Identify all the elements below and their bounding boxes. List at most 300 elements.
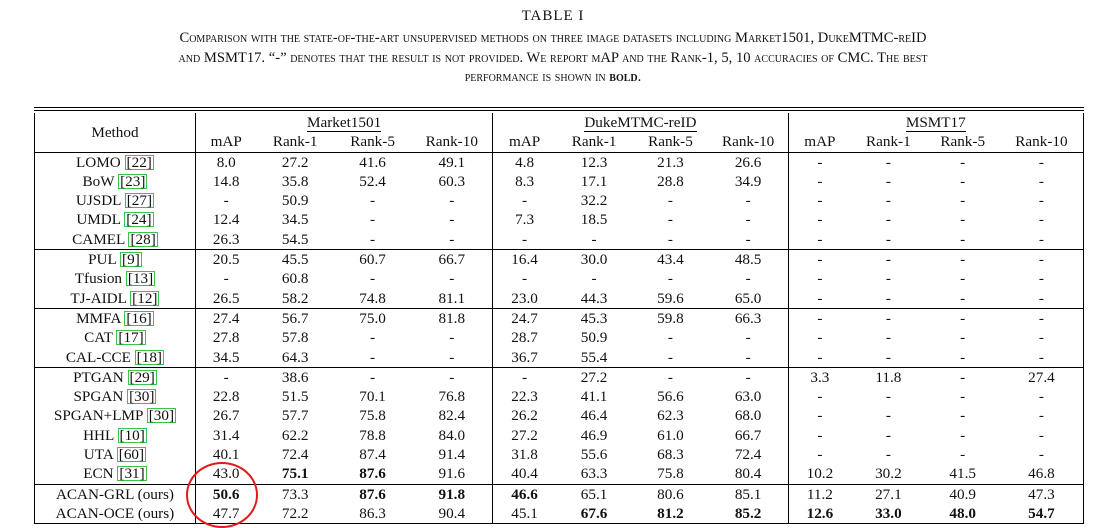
- value-cell: 23.0: [511, 289, 538, 307]
- method-cell: [35, 230, 196, 250]
- method-cell: [35, 308, 196, 328]
- value-cell: 34.9: [709, 172, 788, 191]
- caption-text: [20, 29, 1086, 88]
- value-cell: 14.8: [212, 172, 240, 190]
- citation-number: 30: [134, 388, 150, 406]
- citation-number: 28: [135, 230, 151, 248]
- value-cell: -: [667, 348, 673, 366]
- value-cell: -: [1000, 445, 1084, 464]
- value-cell: 51.5: [281, 388, 309, 406]
- citation-link[interactable]: [30]: [148, 407, 175, 425]
- citation-link[interactable]: [23]: [120, 172, 146, 190]
- value-cell: 87.4: [359, 446, 386, 464]
- value-cell: -: [411, 210, 493, 229]
- citation-link[interactable]: [31]: [119, 465, 145, 483]
- value-cell: 64.3: [281, 348, 309, 366]
- value-cell: -: [885, 446, 891, 464]
- value-cell: 48.0: [926, 504, 1000, 524]
- citation-link[interactable]: [28]: [130, 230, 156, 248]
- citation-link[interactable]: [27]: [126, 192, 152, 210]
- value-cell: 27.1: [851, 484, 925, 504]
- method-cell: [35, 172, 196, 191]
- value-cell: -: [667, 270, 673, 288]
- value-cell: -: [885, 153, 891, 171]
- value-cell: 4.8: [515, 153, 535, 171]
- value-cell: 87.6: [334, 484, 411, 504]
- value-cell: -: [370, 230, 376, 248]
- value-cell: -: [817, 172, 823, 190]
- value-cell: 26.7: [212, 407, 240, 425]
- value-cell: -: [1000, 406, 1084, 425]
- value-cell: -: [411, 230, 493, 250]
- value-cell: -: [960, 192, 966, 210]
- value-cell: -: [591, 230, 597, 248]
- value-cell: 65.0: [709, 289, 788, 309]
- method-name: HHL: [83, 426, 114, 444]
- value-cell: -: [788, 250, 851, 270]
- table-row: [35, 289, 1084, 309]
- value-cell: 78.8: [359, 426, 386, 444]
- value-cell: -: [817, 270, 823, 288]
- value-cell: -: [960, 172, 966, 190]
- value-cell: 44.3: [580, 289, 608, 307]
- metric-header: mAP: [195, 132, 256, 152]
- value-cell: 27.2: [511, 426, 538, 444]
- value-cell: 12.4: [212, 211, 240, 229]
- value-cell: 81.1: [411, 289, 493, 309]
- value-cell: -: [1000, 269, 1084, 288]
- method-cell: [35, 152, 196, 172]
- value-cell: -: [926, 367, 1000, 387]
- value-cell: -: [885, 407, 891, 425]
- value-cell: 27.8: [212, 329, 240, 347]
- value-cell: 24.7: [493, 308, 556, 328]
- value-cell: -: [885, 289, 891, 307]
- method-name: LOMO: [76, 153, 121, 171]
- value-cell: 43.0: [212, 465, 240, 483]
- value-cell: 31.4: [212, 426, 240, 444]
- value-cell: 57.7: [281, 407, 309, 425]
- value-cell: -: [709, 191, 788, 210]
- value-cell: -: [885, 329, 891, 347]
- metric-header: mAP: [788, 132, 851, 152]
- value-cell: 61.0: [657, 426, 684, 444]
- method-cell: [35, 406, 196, 425]
- value-cell: 66.3: [709, 308, 788, 328]
- value-cell: 81.8: [411, 308, 493, 328]
- value-cell: 30.2: [875, 465, 902, 483]
- value-cell: 28.7: [511, 329, 538, 347]
- table-row: [35, 191, 1084, 210]
- value-cell: 43.4: [632, 250, 708, 270]
- value-cell: 46.8: [1000, 464, 1084, 484]
- value-cell: -: [926, 250, 1000, 270]
- value-cell: 56.6: [657, 388, 684, 406]
- value-cell: 26.2: [511, 407, 538, 425]
- method-name: ECN: [83, 465, 114, 483]
- method-header: Method: [35, 113, 196, 152]
- table-row: [35, 210, 1084, 229]
- method-name: UMDL: [76, 211, 121, 229]
- value-cell: 8.3: [515, 172, 535, 190]
- value-cell: 59.8: [632, 308, 708, 328]
- method-name: TJ-AIDL: [70, 289, 127, 307]
- value-cell: -: [1000, 250, 1084, 270]
- value-cell: 41.6: [359, 153, 386, 171]
- value-cell: 73.3: [256, 484, 333, 504]
- value-cell: -: [411, 269, 493, 288]
- value-cell: 86.3: [334, 504, 411, 524]
- value-cell: -: [195, 367, 256, 387]
- value-cell: 72.4: [281, 446, 309, 464]
- value-cell: 50.9: [580, 329, 608, 347]
- value-cell: -: [960, 388, 966, 406]
- value-cell: 60.7: [334, 250, 411, 270]
- value-cell: -: [885, 211, 891, 229]
- value-cell: -: [885, 388, 891, 406]
- table-top-rule: [34, 107, 1084, 108]
- citation-link[interactable]: [18]: [136, 348, 162, 366]
- value-cell: -: [411, 328, 493, 347]
- metric-header: Rank-1: [851, 132, 925, 152]
- value-cell: -: [709, 348, 788, 368]
- value-cell: -: [1000, 230, 1084, 250]
- value-cell: 27.2: [281, 153, 309, 171]
- citation-number: 31: [124, 465, 140, 483]
- citation-number: 24: [131, 211, 147, 229]
- value-cell: 56.7: [256, 308, 333, 328]
- method-name: PTGAN: [73, 368, 124, 386]
- value-cell: 33.0: [851, 504, 925, 524]
- table-row: [35, 426, 1084, 445]
- value-cell: 22.8: [212, 388, 240, 406]
- value-cell: -: [667, 211, 673, 229]
- value-cell: 59.6: [657, 289, 684, 307]
- citation-link[interactable]: [13]: [127, 270, 154, 288]
- metric-header: Rank-5: [334, 132, 411, 152]
- method-cell: [35, 210, 196, 229]
- value-cell: 76.8: [411, 387, 493, 406]
- value-cell: -: [493, 367, 556, 387]
- value-cell: -: [411, 367, 493, 387]
- citation-link[interactable]: [16]: [126, 309, 152, 327]
- method-cell: [35, 269, 196, 288]
- value-cell: 75.0: [334, 308, 411, 328]
- value-cell: -: [522, 192, 528, 210]
- method-cell: [35, 387, 196, 406]
- value-cell: 75.8: [359, 407, 386, 425]
- value-cell: -: [1000, 328, 1084, 347]
- table-row: [35, 328, 1084, 347]
- dataset-header-market1501: Market1501: [195, 113, 492, 132]
- value-cell: -: [960, 407, 966, 425]
- value-cell: 46.4: [580, 407, 608, 425]
- citation-number: 9: [127, 251, 135, 269]
- value-cell: 58.2: [281, 289, 309, 307]
- value-cell: -: [885, 230, 891, 248]
- value-cell: -: [960, 329, 966, 347]
- value-cell: 38.6: [256, 367, 333, 387]
- value-cell: -: [960, 426, 966, 444]
- value-cell: -: [885, 348, 891, 366]
- table-row: [35, 172, 1084, 191]
- table-row: [35, 230, 1084, 250]
- value-cell: 26.3: [212, 230, 240, 248]
- method-cell: [35, 289, 196, 309]
- value-cell: 20.5: [195, 250, 256, 270]
- value-cell: -: [1000, 172, 1084, 191]
- value-cell: -: [960, 446, 966, 464]
- value-cell: 34.5: [281, 211, 309, 229]
- method-name: UTA: [83, 446, 113, 464]
- citation-link[interactable]: [22]: [126, 153, 152, 171]
- value-cell: 46.6: [493, 484, 556, 504]
- method-name: ACAN-GRL (ours): [55, 485, 174, 503]
- value-cell: 36.7: [511, 348, 538, 366]
- value-cell: 80.4: [709, 464, 788, 484]
- value-cell: 63.0: [709, 387, 788, 406]
- value-cell: -: [817, 230, 823, 248]
- citation-number: 13: [132, 270, 149, 288]
- method-name: SPGAN: [73, 388, 124, 406]
- method-name: MMFA: [76, 309, 121, 327]
- value-cell: 85.1: [709, 484, 788, 504]
- value-cell: -: [667, 192, 673, 210]
- value-cell: -: [1000, 426, 1084, 445]
- value-cell: 30.0: [556, 250, 632, 270]
- value-cell: -: [709, 230, 788, 250]
- method-name: UJSDL: [75, 192, 121, 210]
- value-cell: -: [709, 367, 788, 387]
- citation-number: 16: [131, 309, 147, 327]
- dataset-header-row: [35, 113, 1084, 132]
- value-cell: 65.1: [556, 484, 632, 504]
- value-cell: 63.3: [580, 465, 608, 483]
- value-cell: -: [885, 426, 891, 444]
- value-cell: 80.6: [632, 484, 708, 504]
- value-cell: -: [817, 211, 823, 229]
- value-cell: -: [667, 329, 673, 347]
- value-cell: -: [370, 348, 376, 366]
- value-cell: 84.0: [411, 426, 493, 445]
- metric-header: Rank-10: [411, 132, 493, 152]
- citation-link[interactable]: [24]: [126, 211, 152, 229]
- value-cell: -: [817, 388, 823, 406]
- citation-number: 10: [124, 426, 140, 444]
- value-cell: 68.0: [709, 406, 788, 425]
- value-cell: 26.5: [212, 289, 240, 307]
- caption-line-3-suffix: .: [637, 69, 642, 85]
- table-row: [35, 308, 1084, 328]
- value-cell: 72.2: [256, 504, 333, 524]
- value-cell: 27.4: [1000, 367, 1084, 387]
- method-cell: [35, 445, 196, 464]
- value-cell: 47.7: [195, 504, 256, 524]
- value-cell: 85.2: [709, 504, 788, 524]
- value-cell: -: [885, 172, 891, 190]
- value-cell: 62.2: [281, 426, 309, 444]
- method-name: CAMEL: [72, 230, 125, 248]
- red-circle-annotation: [186, 462, 258, 528]
- table-body: [35, 152, 1084, 524]
- value-cell: -: [411, 191, 493, 210]
- citation-number: 29: [134, 368, 150, 386]
- value-cell: 54.5: [281, 230, 309, 248]
- value-cell: 74.8: [359, 289, 386, 307]
- value-cell: -: [817, 289, 823, 307]
- value-cell: 50.9: [281, 192, 309, 210]
- caption-line-3: [20, 68, 1086, 88]
- value-cell: 41.1: [580, 388, 608, 406]
- value-cell: 35.8: [281, 172, 309, 190]
- value-cell: -: [223, 192, 229, 210]
- value-cell: -: [817, 192, 823, 210]
- value-cell: -: [960, 348, 966, 366]
- value-cell: 49.1: [411, 152, 493, 172]
- value-cell: -: [885, 192, 891, 210]
- value-cell: 22.3: [511, 388, 538, 406]
- value-cell: 55.6: [580, 446, 608, 464]
- value-cell: -: [334, 367, 411, 387]
- citation-link[interactable]: [30]: [129, 388, 155, 406]
- value-cell: -: [960, 230, 966, 248]
- value-cell: 45.1: [493, 504, 556, 524]
- value-cell: 72.4: [709, 445, 788, 464]
- metric-header: Rank-10: [709, 132, 788, 152]
- value-cell: 48.5: [709, 250, 788, 270]
- value-cell: 31.8: [511, 446, 538, 464]
- citation-link[interactable]: [9]: [122, 251, 140, 269]
- citation-number: 17: [123, 329, 139, 347]
- value-cell: 46.9: [580, 426, 608, 444]
- value-cell: -: [370, 270, 376, 288]
- value-cell: 34.5: [212, 348, 240, 366]
- table-row: [35, 406, 1084, 425]
- value-cell: -: [817, 329, 823, 347]
- value-cell: 3.3: [788, 367, 851, 387]
- method-cell: [35, 250, 196, 270]
- table-row: [35, 269, 1084, 288]
- value-cell: -: [851, 250, 925, 270]
- citation-link[interactable]: [17]: [118, 329, 144, 347]
- value-cell: -: [960, 289, 966, 307]
- value-cell: -: [411, 348, 493, 368]
- method-name: SPGAN+LMP: [53, 407, 143, 425]
- method-cell: [35, 348, 196, 368]
- value-cell: -: [522, 270, 528, 288]
- value-cell: -: [370, 329, 376, 347]
- value-cell: -: [1000, 210, 1084, 229]
- value-cell: 45.3: [556, 308, 632, 328]
- value-cell: 87.6: [359, 465, 386, 483]
- value-cell: 91.8: [411, 484, 493, 504]
- value-cell: 40.1: [212, 446, 240, 464]
- value-cell: -: [370, 192, 376, 210]
- results-table: [34, 113, 1084, 524]
- value-cell: 10.2: [806, 465, 834, 483]
- method-name: CAL-CCE: [65, 348, 131, 366]
- value-cell: 11.8: [851, 367, 925, 387]
- value-cell: 90.4: [411, 504, 493, 524]
- value-cell: -: [960, 270, 966, 288]
- value-cell: 81.2: [632, 504, 708, 524]
- value-cell: 67.6: [556, 504, 632, 524]
- citation-number: 12: [137, 289, 153, 307]
- value-cell: -: [817, 446, 823, 464]
- method-name: Tfusion: [74, 270, 123, 288]
- value-cell: 54.7: [1000, 504, 1084, 524]
- caption-bold-word: bold: [609, 69, 638, 85]
- value-cell: 12.6: [788, 504, 851, 524]
- metric-header: Rank-5: [926, 132, 1000, 152]
- caption-line-2: and MSMT17. “-” denotes that the result is not provided. We report mAP and the Rank-1, 5, 10 accuracies of CMC. The best: [178, 49, 928, 66]
- value-cell: 18.5: [580, 211, 608, 229]
- table-row: [35, 152, 1084, 172]
- value-cell: 17.1: [580, 172, 608, 190]
- value-cell: -: [885, 270, 891, 288]
- value-cell: 52.4: [359, 172, 386, 190]
- value-cell: 91.4: [411, 445, 493, 464]
- value-cell: -: [223, 270, 229, 288]
- table-row: [35, 445, 1084, 464]
- value-cell: -: [1000, 348, 1084, 368]
- table-row: [35, 367, 1084, 387]
- value-cell: 8.0: [216, 153, 236, 171]
- value-cell: 12.3: [580, 153, 608, 171]
- value-cell: 57.8: [281, 329, 309, 347]
- value-cell: 11.2: [788, 484, 851, 504]
- value-cell: -: [788, 308, 851, 328]
- value-cell: 75.8: [657, 465, 684, 483]
- value-cell: 47.3: [1000, 484, 1084, 504]
- value-cell: -: [817, 407, 823, 425]
- value-cell: -: [851, 308, 925, 328]
- value-cell: -: [1000, 191, 1084, 210]
- value-cell: 26.6: [709, 152, 788, 172]
- caption-line-1: Comparison with the state-of-the-art unsupervised methods on three image datasets including Market1501, DukeMTMC-reID: [179, 30, 927, 46]
- value-cell: -: [709, 328, 788, 347]
- value-cell: 45.5: [256, 250, 333, 270]
- method-cell: [35, 504, 196, 524]
- table-title: TABLE I: [521, 8, 585, 24]
- value-cell: -: [709, 210, 788, 229]
- value-cell: -: [1000, 387, 1084, 406]
- value-cell: -: [591, 270, 597, 288]
- dataset-header-dukemtmc: DukeMTMC-reID: [493, 113, 788, 132]
- value-cell: -: [1000, 152, 1084, 172]
- value-cell: 70.1: [359, 388, 386, 406]
- metric-header: Rank-5: [632, 132, 708, 152]
- method-cell: [35, 426, 196, 445]
- value-cell: 41.5: [949, 465, 976, 483]
- value-cell: 66.7: [411, 250, 493, 270]
- method-name: ACAN-OCE (ours): [55, 504, 175, 522]
- value-cell: 21.3: [657, 153, 684, 171]
- value-cell: -: [632, 367, 708, 387]
- citation-link[interactable]: [12]: [132, 289, 158, 307]
- caption-line-3-prefix: performance is shown in: [464, 69, 610, 85]
- value-cell: 75.1: [281, 465, 309, 483]
- citation-link[interactable]: [60]: [118, 446, 145, 464]
- citation-number: 23: [125, 172, 141, 190]
- value-cell: 55.4: [580, 348, 608, 366]
- table-row: [35, 348, 1084, 368]
- citation-link[interactable]: [29]: [129, 368, 155, 386]
- citation-link[interactable]: [10]: [119, 426, 145, 444]
- citation-number: 22: [131, 153, 147, 171]
- value-cell: 32.2: [580, 192, 608, 210]
- value-cell: -: [817, 426, 823, 444]
